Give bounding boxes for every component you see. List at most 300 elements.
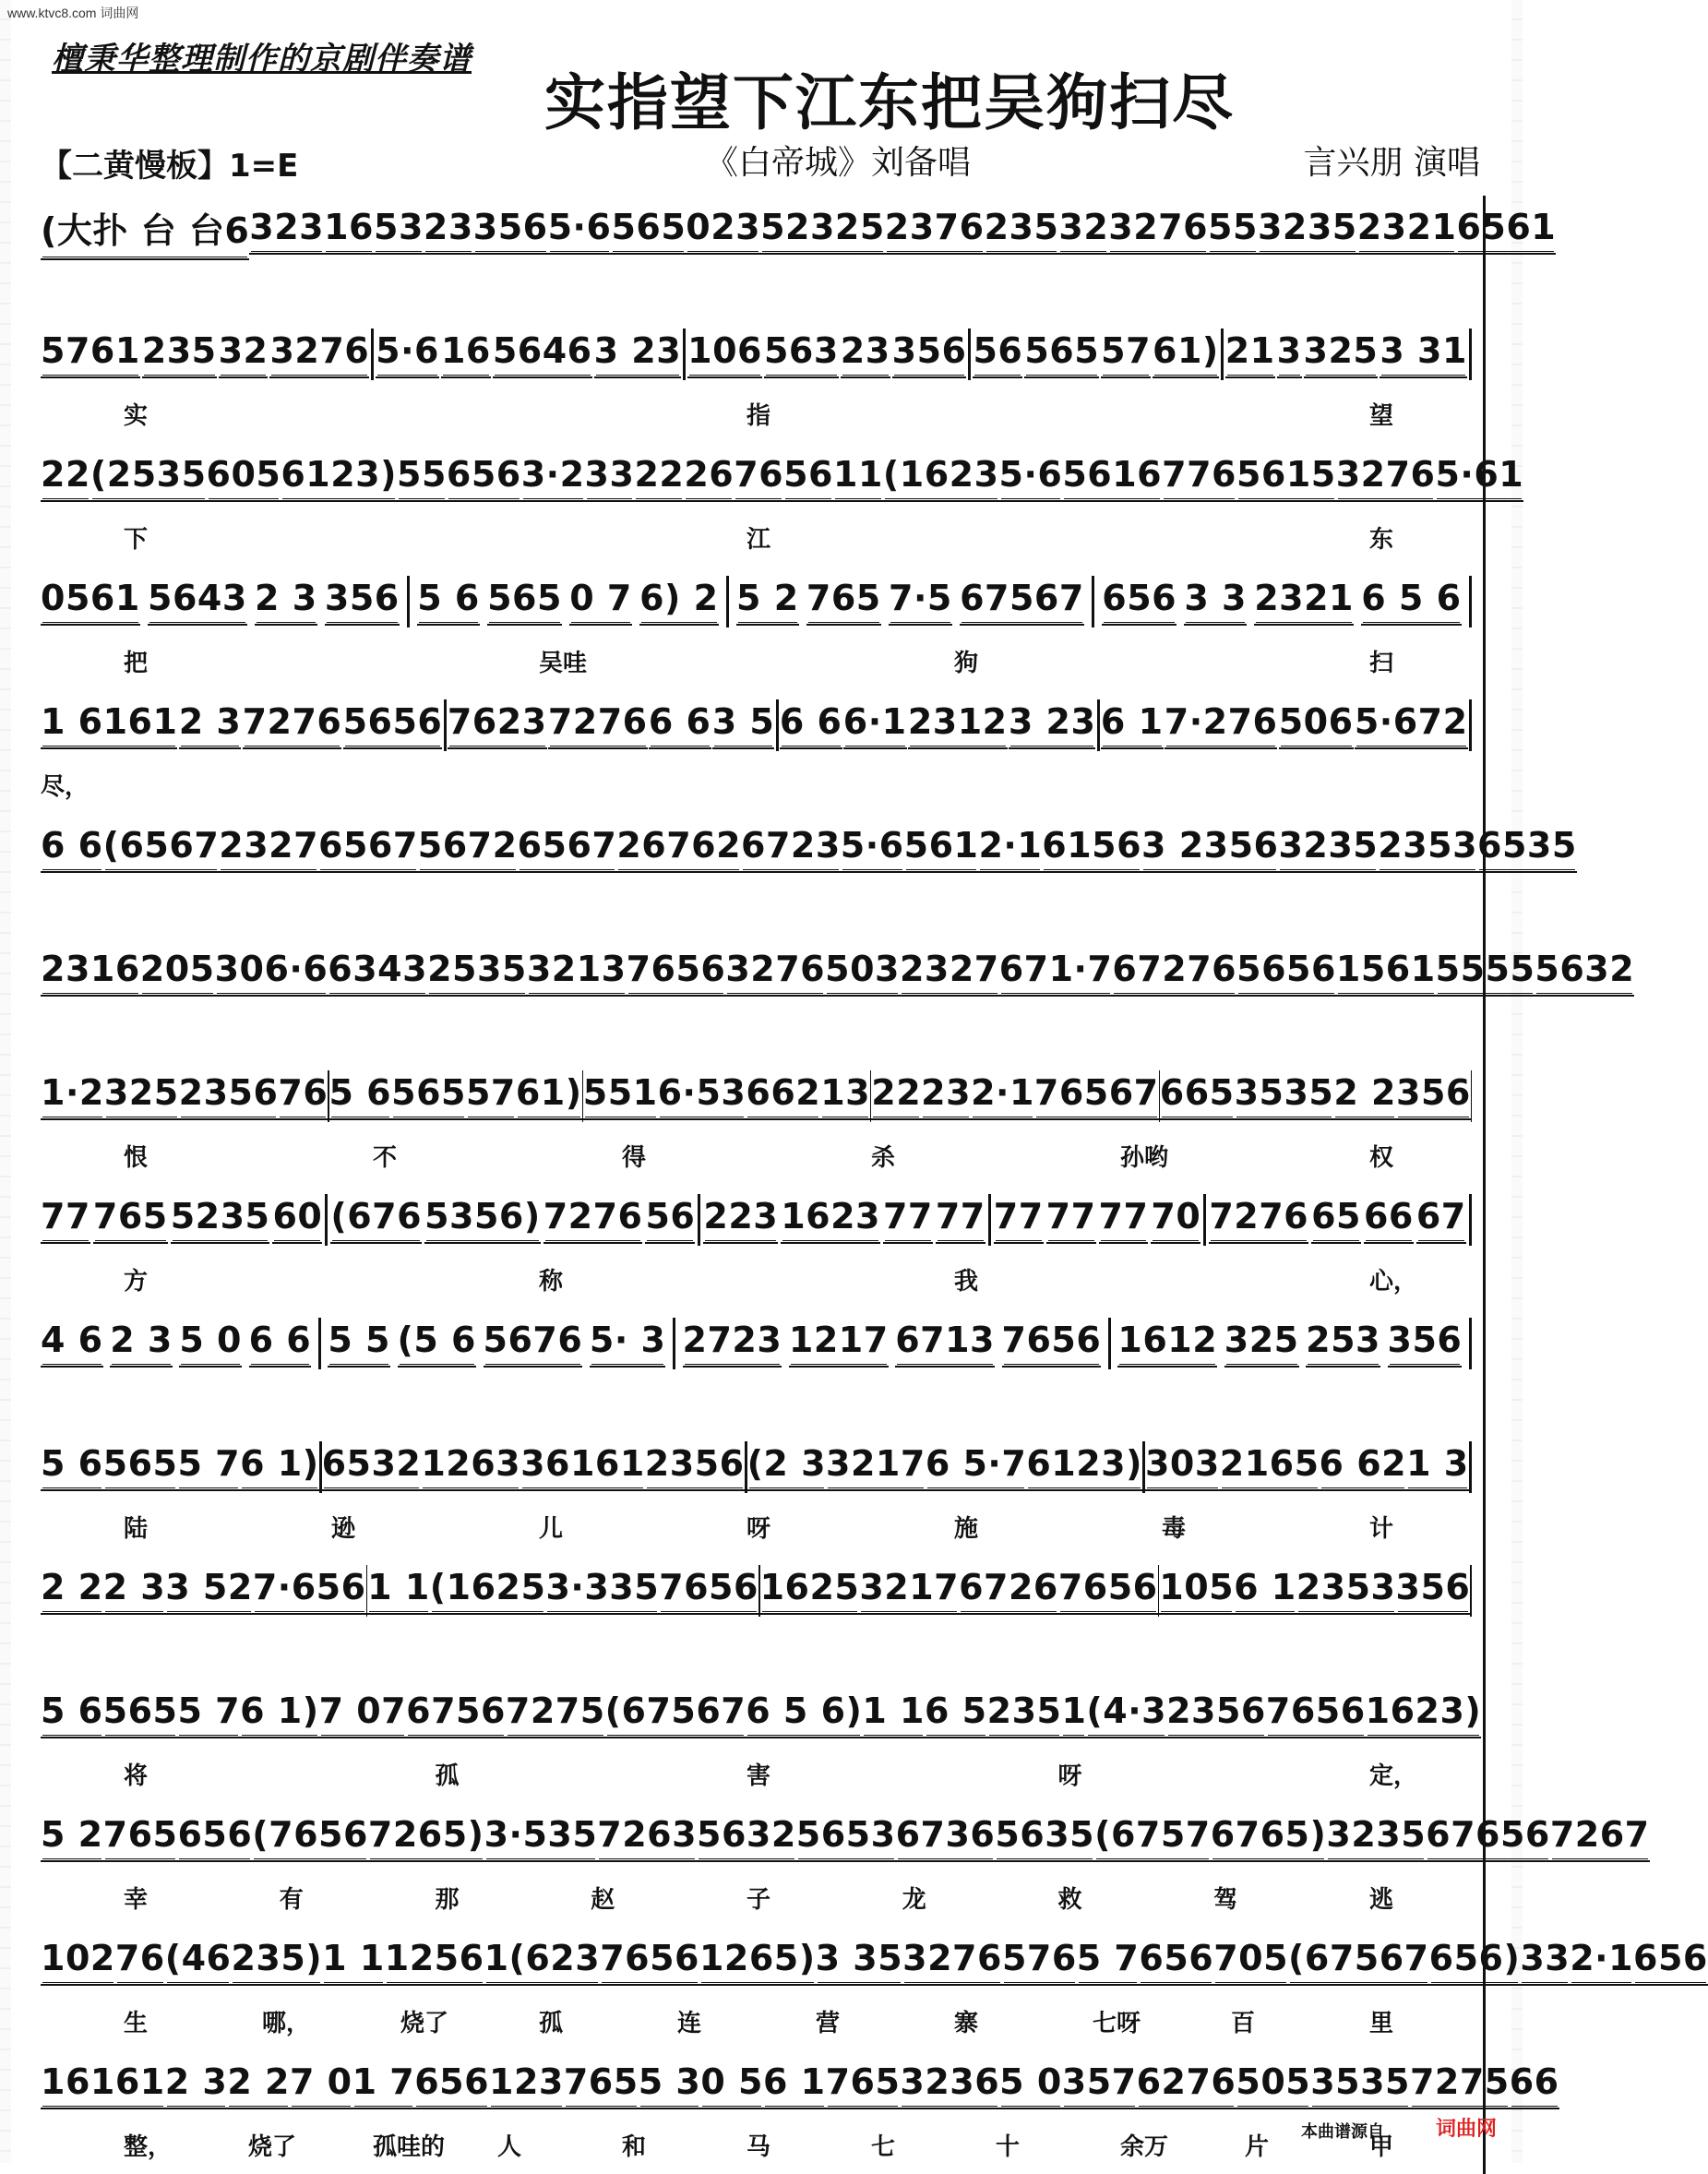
note-row [41, 574, 1472, 629]
note-row [41, 1192, 1472, 1248]
note-group: 1 6161 [41, 701, 177, 749]
bar-line [776, 699, 779, 751]
note-group: 357 [1062, 2061, 1137, 2109]
note-group: 561 [904, 825, 979, 873]
note-group: 3236 [900, 2061, 999, 2109]
note-group: 2 2 [1333, 1072, 1396, 1120]
note-group: 235) [231, 1938, 322, 1986]
note-group: 6123) [1026, 1443, 1142, 1491]
note-group: 6 5·7 [926, 1443, 1027, 1491]
note-row [41, 2058, 1559, 2113]
note-group: 505 [1236, 2061, 1310, 2109]
note-group: 7275 [1410, 2061, 1510, 2109]
note-group: 5656 [1236, 949, 1336, 997]
note-group: 76 [734, 454, 783, 502]
score-line [41, 319, 1486, 443]
note-group: 5 7 [177, 1690, 240, 1738]
lyric-syllable: 呀 [1057, 1762, 1082, 1790]
lyric-syllable: 幸 [124, 1886, 149, 1914]
note-group: 5615 [1236, 454, 1336, 502]
lyric-syllable: 哪， [262, 2010, 311, 2037]
note-group: 356 [892, 330, 967, 378]
note-row [41, 1069, 1472, 1124]
note-group: 13 [820, 1072, 870, 1120]
note-group: 3·535 [484, 1814, 598, 1862]
note-group: 0561 [41, 578, 140, 626]
lyric-row [41, 1757, 1483, 1794]
note-group: 323 [249, 207, 324, 255]
note-group: 3·335 [545, 1567, 659, 1615]
note-group: 2356 [179, 1072, 279, 1120]
note-group: 1 1 [862, 1690, 925, 1738]
note-group: 5235 [171, 1196, 270, 1244]
note-group: 5616 [1062, 454, 1162, 502]
note-group: 2327 [219, 825, 318, 873]
note-group: 5·6 [999, 454, 1063, 502]
note-group: 6532 [322, 1443, 422, 1491]
note-group: 656) [1429, 1938, 1521, 1986]
lyric-syllable: 扫 [1369, 650, 1394, 677]
note-group: 563 [764, 330, 839, 378]
note-group: 656 [1633, 1938, 1708, 1986]
score-line [41, 690, 1486, 814]
note-group: 325 [104, 1072, 179, 1120]
note-group: 0 7 [569, 578, 632, 626]
note-group: 356 [1396, 1567, 1471, 1615]
note-group: (2535 [90, 454, 207, 502]
note-group: 6 1 [763, 2061, 826, 2109]
note-group: 3 52 [165, 1567, 253, 1615]
note-group: (7656 [252, 1814, 368, 1862]
note-group: 6·1 [843, 701, 907, 749]
lyric-syllable: 狗 [954, 650, 979, 677]
lyric-syllable: 子 [747, 1886, 771, 1914]
note-group: 3235 [1278, 825, 1378, 873]
note-group: 32 [1058, 207, 1108, 255]
note-group: 356 [1396, 1072, 1471, 1120]
bar-line [1203, 1194, 1206, 1246]
note-row [41, 1316, 1472, 1371]
note-row [41, 203, 1557, 258]
note-group: 3 5 [712, 701, 775, 749]
score-line [41, 1803, 1650, 1927]
score-line [41, 1185, 1486, 1308]
note-group: (1625 [430, 1567, 546, 1615]
note-group: 565 [611, 207, 686, 255]
note-group: 6123) [281, 454, 397, 502]
note-group: 7·5 [889, 578, 952, 626]
score-line [41, 1432, 1486, 1556]
lyric-syllable: 东 [1369, 526, 1394, 554]
note-group: 3535 [1310, 2061, 1410, 2109]
lyric-row [41, 2004, 1483, 2041]
lyric-row [41, 1881, 1483, 1917]
note-group: 2165 [1220, 1443, 1320, 1491]
note-group: 303 [1145, 1443, 1220, 1491]
note-group: 6) 2 [639, 578, 718, 626]
note-group: (6757 [1094, 1814, 1211, 1862]
note-group: 5643 [148, 578, 247, 626]
lyric-row [41, 520, 1483, 557]
note-group: 2327 [900, 949, 999, 997]
note-group: 5656 [343, 701, 443, 749]
bar-line [444, 699, 447, 751]
note-group: 7 07 [319, 1690, 407, 1738]
note-group: 6 6 [780, 701, 842, 749]
note-group: 7263 [597, 1814, 697, 1862]
note-group: 76 [115, 1938, 165, 1986]
note-group: 67276 [1112, 949, 1236, 997]
note-group: 65 [1311, 1196, 1361, 1244]
note-group: 5 6 [329, 1072, 392, 1120]
bar-line [1469, 699, 1472, 751]
note-group: 705 [1213, 1938, 1288, 1986]
note-group: 3276 [1108, 207, 1208, 255]
note-group: 56 [783, 454, 833, 502]
note-group: 23 [424, 207, 473, 255]
lyric-syllable: 下 [124, 526, 149, 554]
note-group: 2316 [41, 949, 140, 997]
lyric-syllable: 杀 [871, 1144, 896, 1172]
bar-line [726, 576, 729, 627]
lyric-row [41, 1386, 1483, 1423]
note-group: 7276 [1209, 1196, 1308, 1244]
score-line [41, 1927, 1708, 2050]
lyric-syllable: 烧了 [400, 2010, 449, 2037]
note-group: 5 6 [417, 578, 480, 626]
lyric-syllable: 定， [1369, 1762, 1418, 1790]
note-group: 662 [746, 1072, 820, 1120]
note-row [41, 945, 1635, 1000]
note-group: 5676 [484, 1320, 583, 1368]
note-group: 3217 [826, 1443, 926, 1491]
note-group: 565 [103, 1690, 178, 1738]
note-group: 77 [1046, 1196, 1096, 1244]
note-group: 656 [1139, 1938, 1213, 1986]
note-group: 76567 [1034, 1072, 1159, 1120]
site-watermark: www.ktvc8.com 词曲网 [7, 6, 139, 20]
note-group: 576 [1002, 1938, 1077, 1986]
note-group: 2 2 [41, 1567, 103, 1615]
note-group: 506 [1279, 701, 1354, 749]
note-group: 5632 [697, 1814, 796, 1862]
note-group: 235 [142, 330, 217, 378]
bar-line [1221, 328, 1224, 380]
note-row [41, 1934, 1708, 1989]
note-group: 6·53 [658, 1072, 747, 1120]
note-group: 77 [994, 1196, 1044, 1244]
note-group: 1 3 [1406, 1443, 1469, 1491]
note-group: 2535 [427, 949, 527, 997]
lyric-syllable: 片 [1245, 2133, 1270, 2161]
score-line [41, 814, 1577, 938]
note-group: 656 [1102, 578, 1176, 626]
note-group: 6 5 [925, 1690, 987, 1738]
note-group: 1561 [1336, 949, 1436, 997]
note-group: 1623 [781, 1196, 880, 1244]
lyric-syllable: 计 [1369, 1515, 1394, 1543]
note-group: 5·61 [1435, 454, 1523, 502]
note-row [41, 821, 1577, 877]
lyric-syllable: 十 [996, 2133, 1021, 2161]
note-group: 325 [1304, 330, 1379, 378]
note-group: 6 62 [1320, 1443, 1407, 1491]
note-group: 6756 [406, 1690, 506, 1738]
note-group: 1 1 [367, 1567, 430, 1615]
note-group: 7265) [368, 1814, 484, 1862]
note-group: (67567 [1288, 1938, 1429, 1986]
lyric-syllable: 施 [954, 1515, 979, 1543]
note-group: 1 1 [322, 1938, 385, 1986]
lyric-syllable: 权 [1369, 1144, 1394, 1172]
lyric-syllable: 烧了 [248, 2133, 297, 2161]
note-group: 53 [374, 207, 424, 255]
note-group: 3535 [1235, 1072, 1334, 1120]
note-row [41, 450, 1524, 506]
note-group: 1(623 [484, 1938, 601, 1986]
page-title: 实指望下江东把吴狗扫尽 [544, 66, 1235, 138]
note-group: 356 [473, 207, 548, 255]
note-group: 5761 [41, 330, 140, 378]
lyric-syllable: 指 [747, 402, 771, 430]
note-group: 23 [921, 1072, 971, 1120]
score-line [41, 1556, 1486, 1679]
bar-line [683, 328, 686, 380]
note-group: 22 [871, 1072, 921, 1120]
note-group: 52325 [760, 207, 885, 255]
lyric-row [41, 891, 1483, 928]
note-group: 325 [1224, 1320, 1299, 1368]
note-group: 6 5 6) [746, 1690, 862, 1738]
note-group: 765 [93, 1196, 168, 1244]
lyric-syllable: 赵 [591, 1886, 615, 1914]
note-row [41, 1563, 1472, 1619]
footer-brand-link[interactable]: 词曲网 [1436, 2118, 1498, 2141]
lyric-row [41, 1633, 1483, 1670]
note-group: 5 7 [1077, 1938, 1140, 1986]
note-group: 0 5 [700, 2061, 763, 2109]
note-group: 3213 [527, 949, 627, 997]
note-group: 551 [583, 1072, 658, 1120]
note-group: 6713 [895, 1320, 995, 1368]
note-group: 22 [634, 454, 684, 502]
note-group: 5 2 [736, 578, 799, 626]
note-group: 5 0 [179, 1320, 242, 1368]
score-line [41, 196, 1557, 319]
note-group: 1625 [760, 1567, 860, 1615]
note-group: 67656 [1426, 1814, 1550, 1862]
note-group: 123 [489, 2061, 564, 2109]
note-group: 3 35 [816, 1938, 903, 1986]
note-group: 7623 [448, 701, 547, 749]
note-group: 765 [103, 1814, 178, 1862]
note-group: 5672 [418, 825, 518, 873]
bar-line [673, 1318, 675, 1369]
note-group: 33 [1520, 1938, 1570, 1986]
note-group: 3276 [269, 330, 369, 378]
source-note: 檀秉华整理制作的京剧伴奏谱 [52, 41, 472, 78]
subtitle: 《白帝城》刘备唱 [705, 144, 972, 182]
lyric-syllable: 驾 [1213, 1886, 1238, 1914]
note-group: 3235 [1258, 207, 1357, 255]
note-group: 656 [447, 454, 521, 502]
note-group: 765 [806, 578, 881, 626]
lyric-syllable: 人 [497, 2133, 522, 2161]
note-row [41, 1810, 1650, 1866]
note-group: 4 6 [41, 1320, 103, 1368]
note-group: 106 [687, 330, 762, 378]
score-line [41, 1308, 1486, 1432]
note-group: 55 [397, 454, 447, 502]
bar-line [1469, 1194, 1472, 1246]
lyric-row [41, 768, 1483, 805]
lyric-syllable: 马 [747, 2133, 771, 2161]
note-group: 6156 [1042, 825, 1141, 873]
note-group: 5·672 [1355, 701, 1468, 749]
note-group: 6736 [896, 1814, 996, 1862]
note-group: 223 [703, 1196, 778, 1244]
note-group: 1612 [1117, 1320, 1217, 1368]
note-group: 61) [516, 1072, 582, 1120]
note-group: 2·1 [971, 1072, 1034, 1120]
note-group: 1217 [789, 1320, 889, 1368]
bar-line [1097, 699, 1100, 751]
note-group: 77 [41, 1196, 90, 1244]
note-group: 7656 [1058, 1567, 1158, 1615]
note-group: 1623) [1366, 1690, 1482, 1738]
note-group: 306·6 [215, 949, 328, 997]
note-group: 6276 [1137, 2061, 1236, 2109]
footer-source-label: 本曲谱源自 [1301, 2122, 1384, 2142]
lyric-syllable: 和 [622, 2133, 647, 2161]
note-group: 56 [973, 330, 1022, 378]
jianpu-score [41, 196, 1708, 2174]
note-group: 3276 [1336, 454, 1436, 502]
note-group: 33 [585, 454, 635, 502]
lyric-syllable: 毒 [1162, 1515, 1187, 1543]
lyric-syllable: 实 [124, 402, 149, 430]
note-group: 2321 [1357, 207, 1457, 255]
bar-line [1470, 1565, 1472, 1617]
note-group: 70 [1151, 1196, 1200, 1244]
note-group: 57 [1101, 330, 1151, 378]
note-group: 023 [686, 207, 760, 255]
lyric-syllable: 余万 [1120, 2133, 1169, 2161]
note-group: 5635 [995, 1814, 1094, 1862]
note-group: 16161 [41, 2061, 165, 2109]
note-group: 5· 3 [590, 1320, 666, 1368]
note-group: 6726 [959, 1567, 1058, 1615]
bar-line [1108, 1318, 1111, 1369]
note-group: 77 [1099, 1196, 1149, 1244]
note-group: 765 [826, 2061, 901, 2109]
note-group: 3 23 [1009, 701, 1096, 749]
score-line [41, 443, 1524, 567]
note-group: 6535 [1477, 825, 1577, 873]
note-group: 26 [684, 454, 734, 502]
mode-label: 【二黄慢板】1=E [41, 148, 299, 185]
note-group: 3 2356 [1141, 825, 1278, 873]
note-group: 656 [414, 2061, 489, 2109]
note-group: 2312 [908, 701, 1008, 749]
note-group: 5 7 [177, 1443, 240, 1491]
lyric-syllable: 那 [435, 1886, 460, 1914]
note-group: 2 3 [255, 578, 317, 626]
note-group: 26762 [616, 825, 741, 873]
lyric-syllable: 称 [539, 1268, 564, 1296]
note-group: 3 31 [1380, 330, 1467, 378]
bar-line [698, 1194, 700, 1246]
note-group: 5 6 [41, 1690, 103, 1738]
note-group: 23 [841, 330, 890, 378]
lyric-syllable: 尽， [41, 773, 90, 801]
note-group: 7·276 [1165, 701, 1278, 749]
note-group: 77 [883, 1196, 933, 1244]
note-group: 1256 [385, 1938, 484, 1986]
note-group: 105 [1159, 1567, 1234, 1615]
note-group: 5555 [1436, 949, 1535, 997]
note-group: 5646 [493, 330, 592, 378]
note-group: (大扑 台 台6 [41, 202, 249, 260]
note-group: 1263 [421, 1443, 520, 1491]
performer: 言兴朋 演唱 [1303, 144, 1480, 182]
bar-line [988, 1194, 991, 1246]
note-row [41, 698, 1472, 753]
note-group: 6561 [1456, 207, 1556, 255]
note-group: (4·3 [1086, 1690, 1166, 1738]
lyric-syllable: 孙哟 [1120, 1144, 1169, 1172]
score-line [41, 2050, 1559, 2174]
note-group: 5·6 [376, 330, 439, 378]
note-group: 605 [207, 454, 281, 502]
score-meta [41, 140, 1480, 186]
lyric-syllable: 龙 [902, 1886, 926, 1914]
bar-line [318, 1318, 321, 1369]
score-line [41, 1061, 1486, 1185]
note-row [41, 1439, 1472, 1495]
note-group: 7276 [543, 1196, 643, 1244]
note-group: 3217 [859, 1567, 959, 1615]
note-group: (67567 [605, 1690, 747, 1738]
note-group: 5·6 [548, 207, 612, 255]
note-group: 11 [833, 454, 883, 502]
note-group: 55 [1208, 207, 1258, 255]
note-group: 6567 [318, 825, 418, 873]
lyric-syllable: 整， [124, 2133, 173, 2161]
note-group: 7 0 [290, 2061, 352, 2109]
lyric-syllable: 七呀 [1093, 2010, 1141, 2037]
note-group: 671·7 [999, 949, 1113, 997]
note-group: 6 5 6 [1361, 578, 1461, 626]
lyric-syllable: 心， [1369, 1268, 1418, 1296]
note-group: 6343 [328, 949, 427, 997]
note-group: 5 2 [41, 1814, 103, 1862]
lyric-syllable: 望 [1369, 402, 1394, 430]
note-group: 356 [1388, 1320, 1463, 1368]
note-group: 5356) [424, 1196, 541, 1244]
lyric-row [41, 273, 1483, 310]
note-group: 6 1 [1101, 701, 1164, 749]
lyric-syllable: 恨 [124, 1144, 149, 1172]
note-group: 656 [177, 1814, 252, 1862]
lyric-row [41, 397, 1483, 434]
note-group: 5·6 [841, 825, 904, 873]
note-group: 1265) [699, 1938, 816, 1986]
note-group: 7276 [243, 701, 342, 749]
note-group: 7656 [600, 1938, 699, 1986]
note-group: 21 [1225, 330, 1275, 378]
note-group: 61) [1153, 330, 1219, 378]
